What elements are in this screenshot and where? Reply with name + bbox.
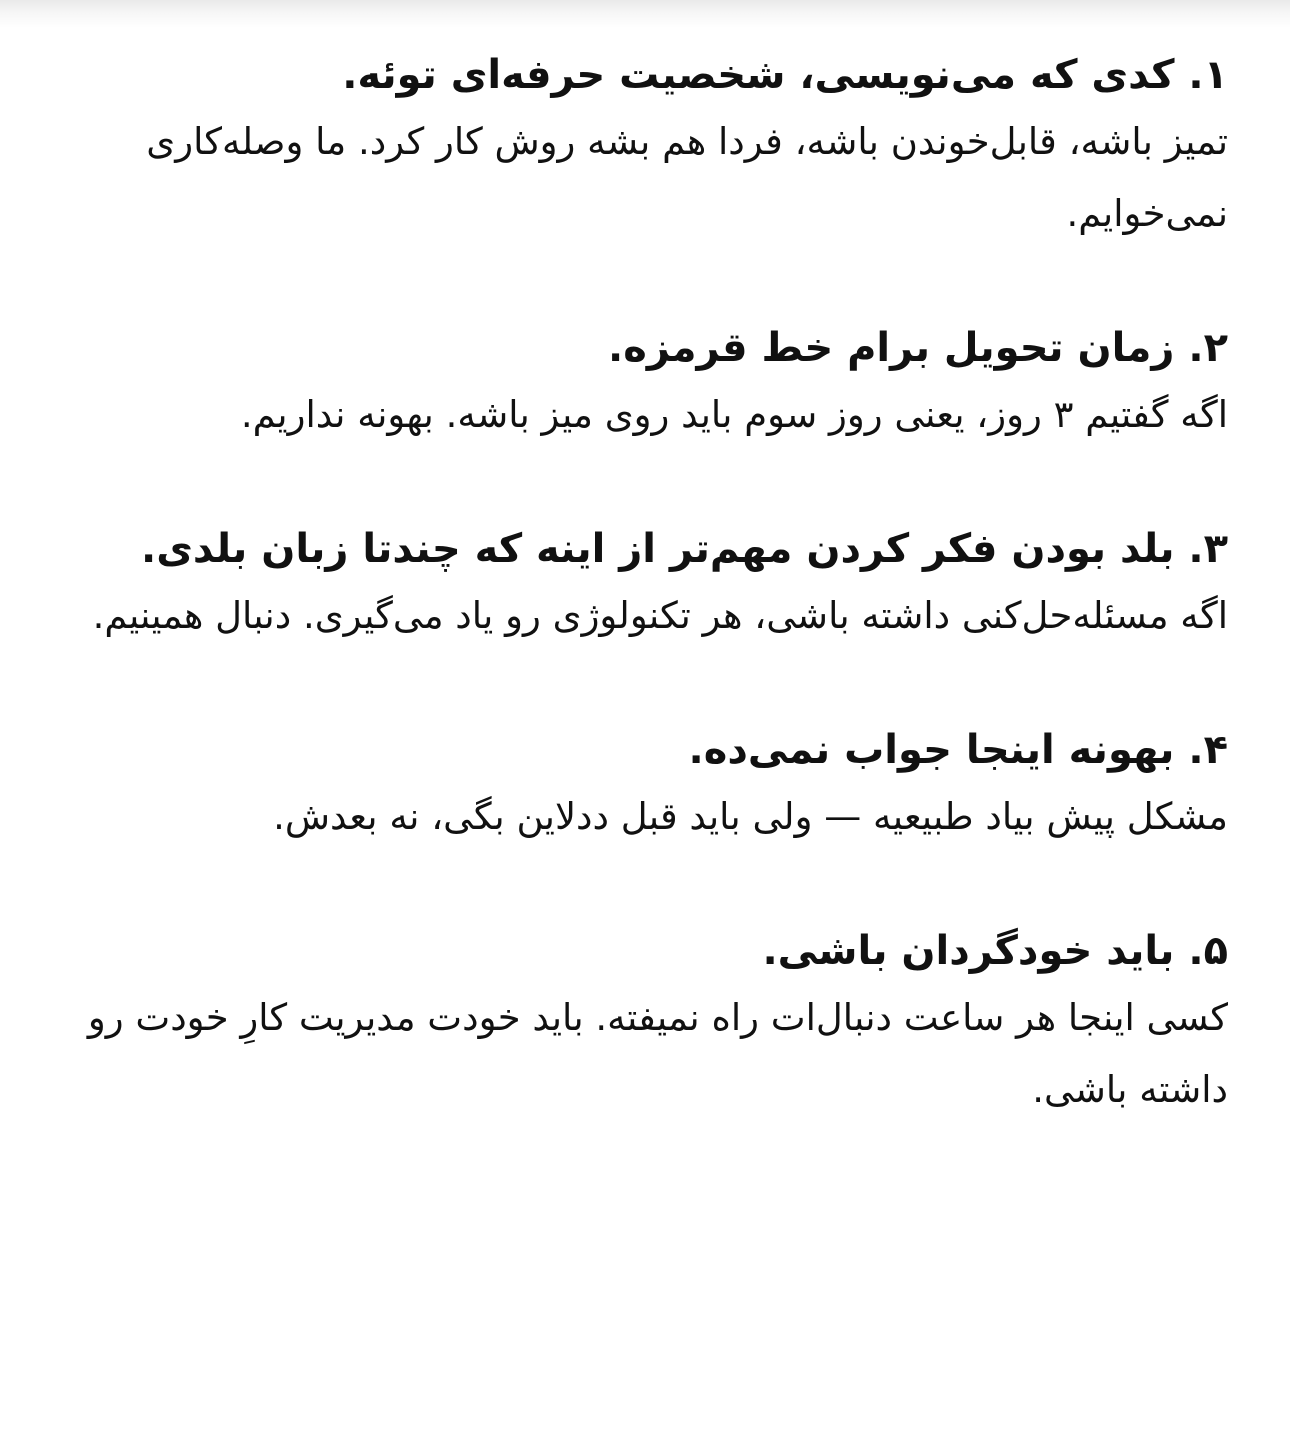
rule-body: کسی اینجا هر ساعت دنبال‌ات راه نمیفته. باید خودت مدیریت کارِ خودت رو داشته باشی. xyxy=(87,996,1228,1111)
rule-title: ۱. کدی که می‌نویسی، شخصیت حرفه‌ای توئه. xyxy=(342,52,1228,98)
rule-item xyxy=(70,317,1228,451)
rule-body: تمیز باشه، قابل‌خوندن باشه، فردا هم بشه روش کار کرد. ما وصله‌کاری نمی‌خوایم. xyxy=(146,120,1228,235)
rule-title: ۴. بهونه اینجا جواب نمی‌ده. xyxy=(688,727,1228,773)
rules-list xyxy=(70,44,1228,1193)
rule-item xyxy=(70,44,1228,250)
rule-body: مشکل پیش بیاد طبیعیه — ولی باید قبل ددلاین بگی، نه بعدش. xyxy=(273,795,1228,838)
rule-item xyxy=(70,518,1228,652)
rule-title: ۵. باید خودگردان باشی. xyxy=(762,928,1228,974)
rule-item xyxy=(70,719,1228,853)
top-shadow xyxy=(0,0,1290,28)
rule-item xyxy=(70,920,1228,1126)
rule-body: اگه گفتیم ۳ روز، یعنی روز سوم باید روی میز باشه. بهونه نداریم. xyxy=(240,393,1228,436)
rule-body: اگه مسئله‌حل‌کنی داشته باشی، هر تکنولوژی رو یاد می‌گیری. دنبال همینیم. xyxy=(92,594,1228,637)
rule-title: ۳. بلد بودن فکر کردن مهم‌تر از اینه که چندتا زبان بلدی. xyxy=(141,526,1228,572)
rule-title: ۲. زمان تحویل برام خط قرمزه. xyxy=(608,325,1228,371)
